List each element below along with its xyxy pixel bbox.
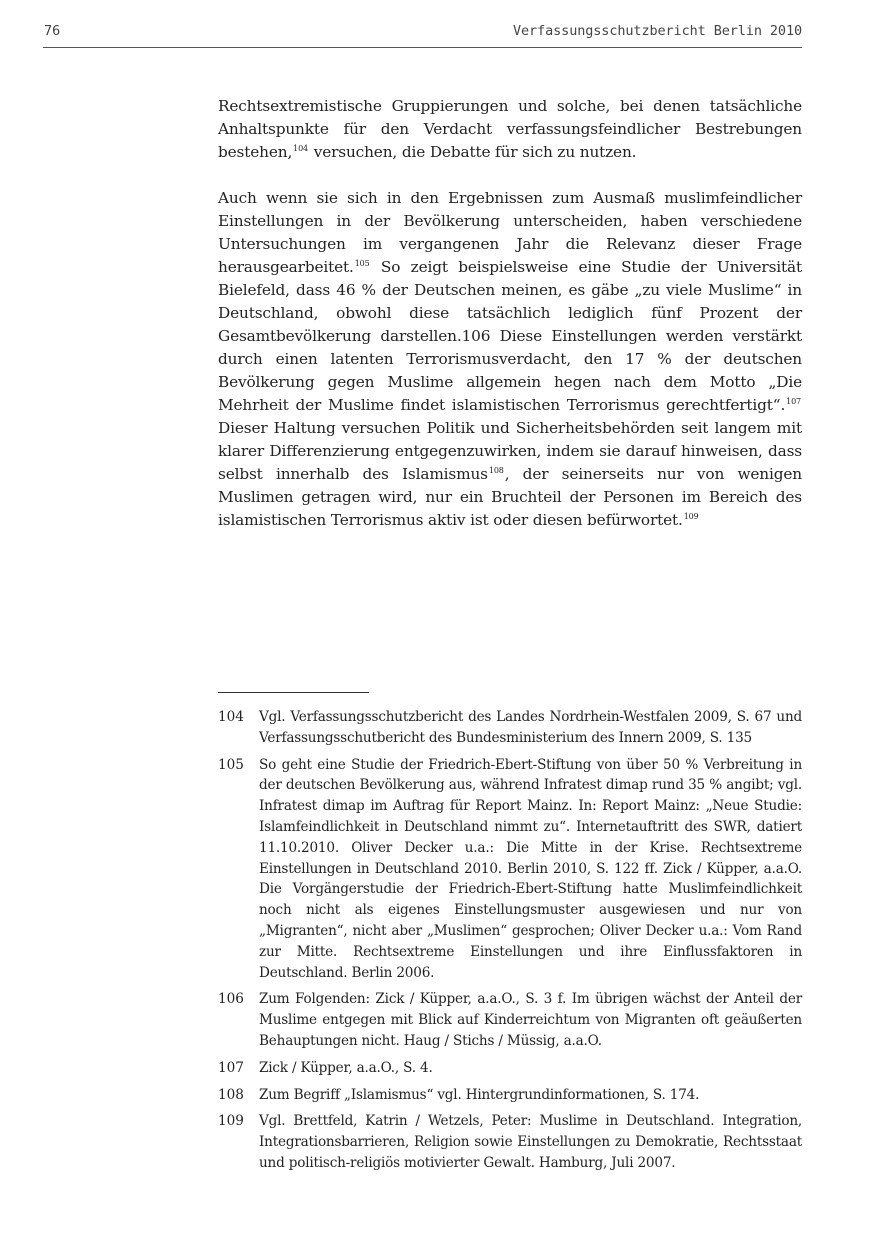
footnote-text: Zum Folgenden: Zick / Küpper, a.a.O., S. 3 f. Im übrigen wächst der Anteil der Muslime entgegen mit Blick auf Kinderreichtum von Migranten oft geäußerten Behauptungen nicht. Haug / Stichs / Müssig, a.a.O. (259, 991, 802, 1049)
footnote-104 (218, 707, 802, 749)
footnote-number: 104 (218, 709, 244, 725)
footnote-ref-108[interactable]: 108 (488, 466, 504, 475)
page-number: 76 (44, 23, 61, 39)
footnote-ref-107[interactable]: 107 (786, 397, 801, 406)
footnote-108 (218, 1085, 802, 1106)
footnote-number: 106 (218, 991, 244, 1008)
page-header (43, 22, 802, 48)
paragraph-1 (218, 95, 802, 164)
running-title: Verfassungsschutzbericht Berlin 2010 (513, 23, 802, 39)
paragraph-2 (218, 187, 802, 532)
footnote-ref-105[interactable]: 105 (354, 259, 370, 268)
footnote-105 (218, 755, 802, 984)
body-text (218, 95, 802, 532)
footnote-ref-109[interactable]: 109 (683, 512, 699, 521)
footnotes (218, 707, 802, 1180)
footnote-107 (218, 1058, 802, 1079)
paragraph-text: So zeigt beispielsweise eine Studie der Universität Bielefeld, dass 46 % der Deutschen meinen, es gäbe „zu viele Muslime“ in Deutschland, obwohl diese tatsächlich lediglich fünf Prozent der Gesamtbevölkerung darstellen.106 Diese Einstellungen werden verstärkt durch einen latenten Terrorismusverdacht, den 17 % der deutschen Bevölkerung gegen Muslime allgemein hegen nach dem Motto „Die Mehrheit der Muslime findet islamistischen Terrorismus gerechtfertigt“. (218, 258, 802, 414)
footnote-number: 105 (218, 756, 244, 773)
footnote-text: Zum Begriff „Islamismus“ vgl. Hintergrundinformationen, S. 174. (259, 1086, 700, 1103)
footnote-text: So geht eine Studie der Friedrich-Ebert-Stiftung von über 50 % Verbreitung in der deutschen Bevölkerung aus, während Infratest dimap rund 35 % angibt; vgl. Infratest dimap im Auftrag für Report Mainz. In: Report Mainz: „Neue Studie: Islamfeindlichkeit in Deutschland nimmt zu“. Internetauftritt des SWR, datiert 11.10.2010. Oliver Decker u.a.: Die Mitte in der Krise. Rechtsextreme Einstellungen in Deutschland 2010. Berlin 2010, S. 122 ff. Zick / Küpper, a.a.O. Die Vorgängerstudie der Friedrich-Ebert-Stiftung hatte Muslimfeindlichkeit noch nicht als eigenes Einstellungsmuster ausgewiesen und nur von „Migranten“, nicht aber „Muslimen“ gesprochen; Oliver Decker u.a.: Vom Rand zur Mitte. Rechtsextreme Einstellungen und ihre Einflussfaktoren in Deutschland. Berlin 2006. (259, 756, 802, 981)
paragraph-text: , der seinerseits nur von wenigen Muslimen getragen wird, nur ein Bruchteil der Personen im Bereich des islamistischen Terrorismus aktiv ist oder diesen befürwortet. (218, 465, 802, 529)
footnote-divider (218, 692, 369, 693)
footnote-text: Vgl. Verfassungsschutzbericht des Landes Nordrhein-Westfalen 2009, S. 67 und Verfassungsschutbericht des Bundesministerium des Innern 2009, S. 135 (259, 709, 802, 746)
footnote-109 (218, 1111, 802, 1173)
footnote-number: 109 (218, 1113, 244, 1130)
footnote-number: 108 (218, 1086, 244, 1103)
footnote-106 (218, 989, 802, 1051)
footnote-ref-104[interactable]: 104 (293, 144, 308, 153)
footnote-text: Zick / Küpper, a.a.O., S. 4. (259, 1059, 433, 1076)
paragraph-text: Auch wenn sie sich in den Ergebnissen zum Ausmaß muslimfeindlicher Einstellungen in der Bevölkerung unterscheiden, haben verschiedene Untersuchungen im vergangenen Jahr die Relevanz dieser Frage herausgearbeitet. (218, 189, 802, 276)
paragraph-text: versuchen, die Debatte für sich zu nutzen. (309, 143, 637, 161)
paragraph-text: Rechtsextremistische Gruppierungen und solche, bei denen tatsächliche Anhaltspunkte für den Verdacht verfassungsfeindlicher Bestrebungen bestehen, (218, 97, 802, 161)
footnote-text: Vgl. Brettfeld, Katrin / Wetzels, Peter: Muslime in Deutschland. Integration, Integrationsbarrieren, Religion sowie Einstellungen zu Demokratie, Rechtsstaat und politisch-religiös motivierter Gewalt. Hamburg, Juli 2007. (259, 1113, 802, 1171)
paragraph-text: Dieser Haltung versuchen Politik und Sicherheitsbehörden seit langem mit klarer Differenzierung entgegenzuwirken, indem sie darauf hinweisen, dass selbst innerhalb des Islamismus (218, 419, 802, 483)
footnote-number: 107 (218, 1059, 244, 1076)
